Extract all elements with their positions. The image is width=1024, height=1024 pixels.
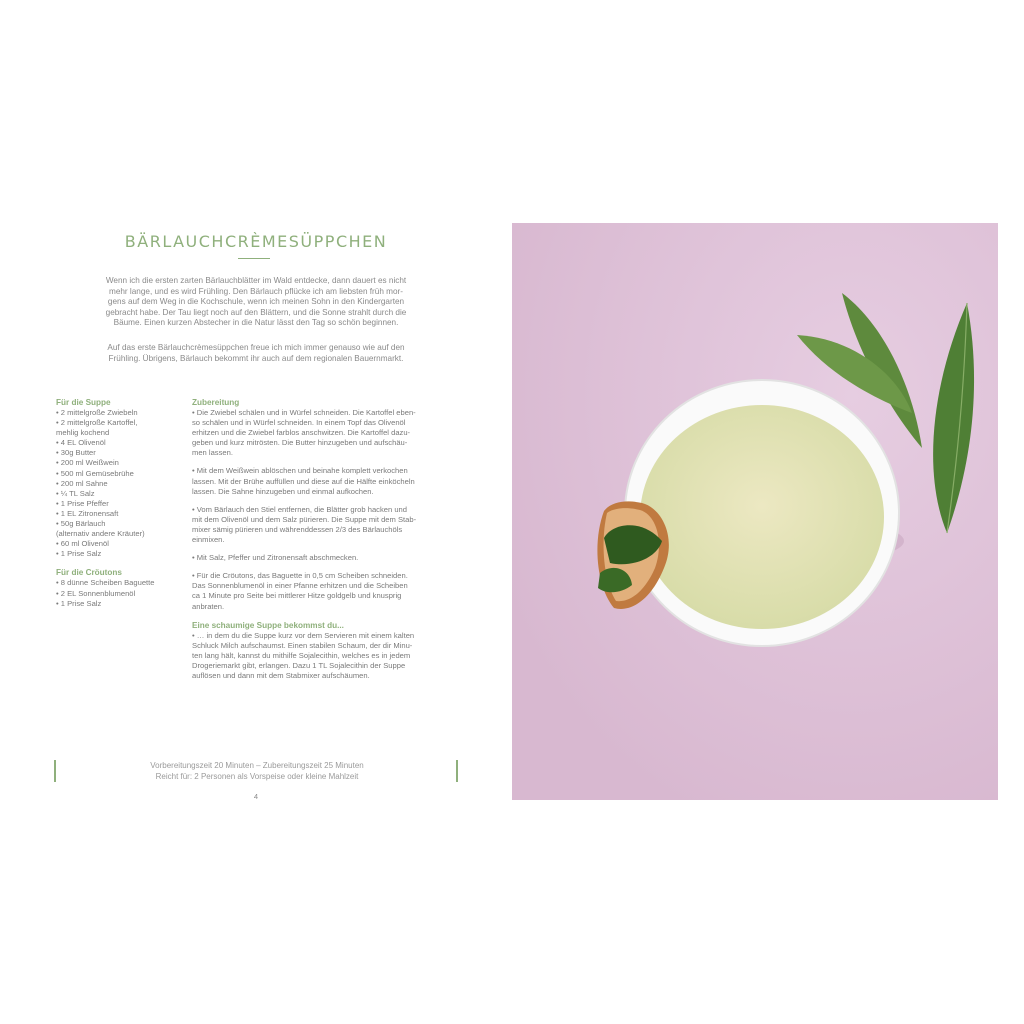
step-line: so schälen und in Würfel schneiden. In einem Topf das Olivenöl: [192, 418, 406, 428]
tip-line: Schluck Milch aufschaumst. Einen stabilen Schaum, der dir Minu-: [192, 640, 413, 650]
soup-ingredients-list: [56, 408, 186, 559]
preparation-step: [192, 466, 458, 496]
crouton-ingredients-heading: Für die Cröutons: [56, 568, 122, 578]
intro-line: gens auf dem Weg in die Kochschule, wenn ich meinen Sohn in den Kindergarten: [107, 297, 405, 307]
ingredient-item: mehlig kochend: [56, 428, 110, 438]
tip-line: • … in dem du die Suppe kurz vor dem Servieren mit einem kalten: [192, 630, 415, 640]
ingredient-item: • 50g Bärlauch: [56, 519, 106, 529]
step-line: erhitzen und die Zwiebel farblos anschwitzen. Die Kartoffel dazu-: [192, 428, 411, 438]
step-line: • Mit dem Weißwein ablöschen und beinahe komplett verkochen: [192, 466, 408, 476]
step-line: mit dem Olivenöl und dem Salz pürieren. Die Suppe mit dem Stab-: [192, 514, 417, 524]
intro-line: Wenn ich die ersten zarten Bärlauchblätter im Wald entdecke, dann dauert es nicht: [105, 276, 407, 285]
step-line: • Die Zwiebel schälen und in Würfel schneiden. Die Kartoffel eben-: [192, 408, 416, 417]
ingredient-item: • 4 EL Olivenöl: [56, 438, 106, 448]
preparation-steps: [192, 408, 458, 612]
step-line: • Für die Cröutons, das Baguette in 0,5 cm Scheiben schneiden.: [192, 571, 408, 581]
step-line: anbraten.: [192, 601, 225, 611]
footer-right-bar: [456, 760, 458, 782]
ingredient-item: • 2 mittelgroße Zwiebeln: [56, 408, 138, 417]
preparation-heading: Zubereitung: [192, 398, 240, 407]
preparation-step: [192, 505, 458, 545]
title-divider: [238, 258, 270, 259]
ingredient-item: • 1 EL Zitronensaft: [56, 508, 119, 518]
page-number: 4: [253, 792, 259, 801]
step-line: ca 1 Minute pro Seite bei mittlerer Hitze goldgelb und knusprig: [192, 591, 402, 601]
recipe-title: BÄRLAUCHCRÈMESÜPPCHEN: [124, 232, 388, 251]
ingredient-item: • 200 ml Weißwein: [56, 458, 119, 468]
tip-heading: Eine schaumige Suppe bekommst du...: [192, 620, 344, 630]
intro-line: Bäume. Einen kurzen Abstecher in die Natur lässt den Tag so schön beginnen.: [113, 318, 399, 328]
intro-line: gebracht habe. Der Tau liegt noch auf den Blättern, und die Sonne strahlt durch die: [105, 307, 407, 317]
intro-line: mehr lange, und es wird Frühling. Den Bärlauch pflücke ich am liebsten früh mor-: [109, 286, 403, 296]
intro-line: Auf das erste Bärlauchcrèmesüppchen freue ich mich immer genauso wie auf den: [107, 343, 405, 352]
tip-text: [192, 631, 458, 681]
intro-paragraph-1: [78, 276, 434, 329]
soup-ingredients-heading: Für die Suppe: [56, 398, 111, 407]
ingredient-item: • 1 Prise Salz: [56, 598, 102, 608]
ingredient-item: • 30g Butter: [56, 448, 96, 458]
ingredient-item: • 2 mittelgroße Kartoffel,: [56, 418, 138, 428]
step-line: lassen. Die Sahne hinzugeben und einmal aufkochen.: [192, 486, 374, 496]
step-line: men lassen.: [192, 448, 233, 458]
time-info: Vorbereitungszeit 20 Minuten – Zubereitungszeit 25 Minuten: [150, 761, 364, 770]
tip-line: Drogeriemarkt gibt, erlangen. Dazu 1 TL Sojalecithin der Suppe: [192, 660, 406, 670]
preparation-step: [192, 408, 458, 458]
ingredients-column: [56, 397, 186, 609]
ingredient-item: • 8 dünne Scheiben Baguette: [56, 578, 155, 588]
step-line: geben und kurz mitrösten. Die Butter hinzugeben und aufschäu-: [192, 438, 408, 448]
ingredient-item: • 1 Prise Salz: [56, 549, 102, 559]
step-line: • Mit Salz, Pfeffer und Zitronensaft abschmecken.: [192, 553, 359, 563]
ingredient-item: • ¼ TL Salz: [56, 488, 95, 498]
intro-paragraph-2: [78, 343, 434, 364]
intro-line: Frühling. Übrigens, Bärlauch bekommt ihr auch auf dem regionalen Bauernmarkt.: [108, 353, 404, 363]
ingredient-item: • 2 EL Sonnenblumenöl: [56, 588, 136, 598]
crouton-ingredients-list: [56, 578, 186, 608]
preparation-column: [192, 397, 458, 681]
tip-line: auflösen und dann mit dem Stabmixer aufschäumen.: [192, 670, 370, 680]
ingredient-item: • 60 ml Olivenöl: [56, 539, 109, 549]
step-line: einmixen.: [192, 535, 225, 545]
ingredient-item: • 1 Prise Pfeffer: [56, 498, 109, 508]
step-line: lassen. Mit der Brühe auffüllen und diese auf die Hälfte einköcheln: [192, 476, 415, 486]
soup-photo: [512, 223, 998, 800]
recipe-footer: [56, 760, 458, 782]
serving-info: Reicht für: 2 Personen als Vorspeise oder kleine Mahlzeit: [155, 772, 359, 781]
preparation-step: [192, 553, 458, 563]
ingredient-item: • 500 ml Gemüsebrühe: [56, 468, 134, 478]
step-line: Das Sonnenblumenöl in einer Pfanne erhitzen und die Scheiben: [192, 581, 408, 591]
step-line: mixer sämig pürieren und währenddessen 2/3 des Bärlauchöls: [192, 524, 403, 534]
preparation-step: [192, 571, 458, 611]
ingredient-item: (alternativ andere Kräuter): [56, 529, 145, 539]
ingredient-item: • 200 ml Sahne: [56, 478, 108, 488]
tip-line: ten lang hält, kannst du mithilfe Sojalecithin, welches es in jedem: [192, 650, 411, 660]
step-line: • Vom Bärlauch den Stiel entfernen, die Blätter grob hacken und: [192, 504, 407, 514]
